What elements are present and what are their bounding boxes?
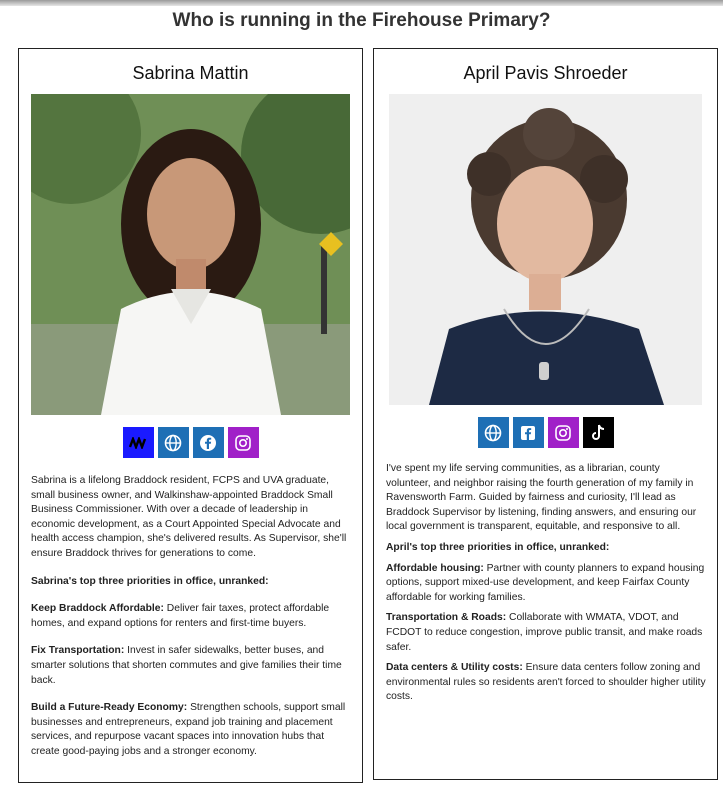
priority-item: [31, 644, 351, 688]
candidate-card-sabrina: [18, 48, 363, 783]
priority-title: Transportation & Roads:: [386, 612, 507, 624]
facebook-icon[interactable]: [513, 417, 544, 448]
priority-item: [386, 562, 706, 606]
candidate-card-april: [373, 48, 718, 780]
priority-item: [386, 611, 706, 655]
candidate-bio: [31, 474, 351, 773]
candidate-photo-art: [31, 94, 350, 415]
medium-icon[interactable]: [123, 427, 154, 458]
facebook-icon[interactable]: [193, 427, 224, 458]
priorities-heading: Sabrina's top three priorities in office, unranked:: [31, 575, 269, 587]
priority-text: Partner with county planners to expand housing options, support mixed-use development, and keep Fairfax County affordable for working families.: [386, 562, 705, 603]
priorities-heading: April's top three priorities in office, unranked:: [386, 541, 610, 553]
priority-title: Build a Future-Ready Economy:: [31, 702, 188, 714]
priority-text: Deliver fair taxes, protect affordable homes, and expand options for renters and first-time buyers.: [31, 603, 330, 629]
priority-title: Keep Braddock Affordable:: [31, 603, 164, 615]
candidate-name: Sabrina Mattin: [132, 63, 249, 83]
candidate-name: April Pavis Shroeder: [463, 63, 628, 83]
candidate-photo-art: [389, 94, 702, 405]
priority-item: [386, 661, 706, 705]
website-icon[interactable]: [158, 427, 189, 458]
priority-title: Affordable housing:: [386, 562, 484, 574]
candidate-intro: I've spent my life serving communities, as a librarian, county volunteer, and neighbor raising the fourth generation of my family in Ravensworth Farm. Guided by fairness and curiosity, I'll lead as Braddock Supervisor by listening, finding answers, and ensuring our local government is transparent, equitable, and responsive to all.: [386, 463, 697, 533]
candidate-intro: Sabrina is a lifelong Braddock resident, FCPS and UVA graduate, small business owner, and Walkinshaw-appointed Braddock Small Business Commissioner. With over a decade of leadership in economic development, as a Court Appointed Special Advocate and health access champion, she's delivered results. As Supervisor, she'll ensure Braddock thrives for generations to come.: [31, 475, 347, 559]
priority-text: Strengthen schools, support small businesses and entrepreneurs, expand job training and placement services, and repurpose vacant spaces into innovation hubs that create good-paying jobs and a stronger economy.: [31, 702, 346, 757]
social-links: [19, 427, 362, 458]
instagram-icon[interactable]: [228, 427, 259, 458]
priority-text: Invest in safer sidewalks, better buses, and smarter solutions that shorten commutes and give families their time back.: [31, 645, 342, 686]
page-title: Who is running in the Firehouse Primary?: [172, 10, 551, 31]
priority-text: Collaborate with WMATA, VDOT, and FCDOT to reduce congestion, improve public transit, and make roads safer.: [386, 612, 703, 653]
website-icon[interactable]: [478, 417, 509, 448]
candidate-bio: [386, 462, 706, 711]
priority-title: Fix Transportation:: [31, 645, 125, 657]
social-links: [374, 417, 717, 448]
priority-text: Ensure data centers follow zoning and environmental rules so residents aren't forced to shoulder higher utility costs.: [386, 662, 706, 703]
priority-item: [31, 602, 351, 631]
priority-title: Data centers & Utility costs:: [386, 662, 523, 674]
priority-item: [31, 701, 351, 759]
instagram-icon[interactable]: [548, 417, 579, 448]
candidate-photo: [389, 94, 702, 405]
top-divider: [0, 0, 723, 6]
candidate-photo: [31, 94, 350, 415]
tiktok-icon[interactable]: [583, 417, 614, 448]
